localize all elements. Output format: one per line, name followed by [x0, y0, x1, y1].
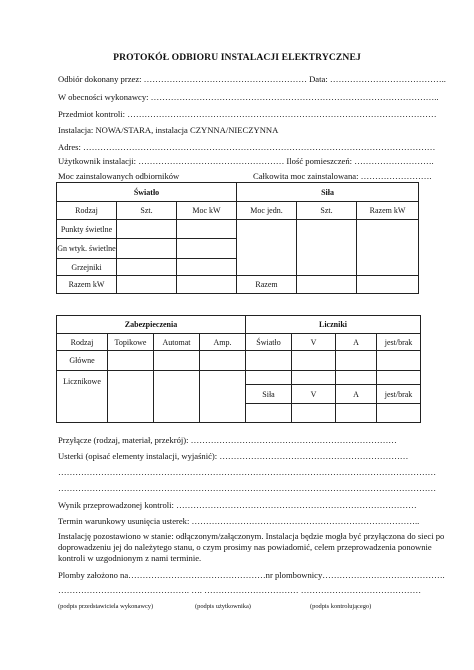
power-table: [56, 182, 419, 294]
col-amp: Amp.: [200, 334, 246, 351]
col-automat: Automat: [154, 334, 200, 351]
stan-line-2: doprowadzeniu jej do należytego stanu, o czym prosimy nas powiadomić, celem przeprowadzenia ponownie: [58, 542, 432, 552]
table-cell: [117, 220, 177, 239]
table-cell: [357, 276, 419, 294]
table-cell: [108, 371, 154, 423]
field-moc-calkowita: Całkowita moc zainstalowana: …………………….: [253, 171, 432, 181]
table-cell: [297, 220, 357, 276]
field-przylacze: Przyłącze (rodzaj, materiał, przekrój): ………………………………………………………………: [58, 435, 397, 445]
table-cell: [292, 351, 336, 371]
col-topikowe: Topikowe: [108, 334, 154, 351]
col-jest-brak: jest/brak: [377, 334, 421, 351]
table-cell: [336, 351, 377, 371]
col-szt: Szt.: [117, 202, 177, 220]
table-cell: [292, 404, 336, 423]
table-cell: [377, 404, 421, 423]
row-sila-a: A: [336, 385, 377, 404]
row-licznikowe: Licznikowe: [57, 371, 108, 423]
signature-label-kontroler: (podpis kontrolującego): [310, 603, 372, 610]
col-moc-jedn: Moc jedn.: [237, 202, 297, 220]
field-termin: Termin warunkowy usunięcia usterek: ……………………………………………………………………..: [58, 516, 420, 526]
row-sila-v: V: [292, 385, 336, 404]
row-grzejniki: Grzejniki: [57, 259, 117, 276]
table-cell: [177, 220, 237, 239]
dotted-line-2: ……………………………………………………………………………………………………………………: [58, 483, 437, 493]
row-punkty-swietlne: Punkty świetlne: [57, 220, 117, 239]
col-rodzaj: Rodzaj: [57, 202, 117, 220]
protection-meter-table: [56, 315, 421, 423]
col-rodzaj-zab: Rodzaj: [57, 334, 108, 351]
col-a: A: [336, 334, 377, 351]
table-cell: [117, 259, 177, 276]
table-cell: [177, 239, 237, 259]
row-razem: Razem: [237, 276, 297, 294]
row-sila-jest-brak: jest/brak: [377, 385, 421, 404]
field-uzytkownik: Użytkownik instalacji: …………………………………………… Ilość pomieszczeń: ……………………….: [58, 156, 434, 166]
table-cell: [117, 276, 177, 294]
row-gn-wtyk: Gn wtyk. świetlne: [57, 239, 117, 259]
field-adres: Adres: ……………………………………………………………………………………………………………: [58, 142, 436, 152]
table-cell: [108, 351, 154, 371]
field-plomby: Plomby założono na…………………………………………nr plombownicy…………………………………….: [58, 570, 445, 580]
row-razem-kw: Razem kW: [57, 276, 117, 294]
table-cell: [177, 276, 237, 294]
table-cell: [177, 259, 237, 276]
field-wynik: Wynik przeprowadzonej kontroli: …………………………………………………………………………: [58, 500, 417, 510]
table-cell: [246, 351, 292, 371]
col-szt-sila: Szt.: [297, 202, 357, 220]
table-cell: [237, 220, 297, 276]
stan-line-3: kontroli w uzgodnionym z nami terminie.: [58, 553, 202, 563]
signature-label-wykonawca: (podpis przedstawiciela wykonawcy): [58, 603, 154, 610]
table-cell: [246, 371, 292, 385]
table-cell: [357, 220, 419, 276]
dotted-line-1: ……………………………………………………………………………………………………………………: [58, 467, 437, 477]
table-cell: [154, 351, 200, 371]
row-sila: Siła: [246, 385, 292, 404]
table-cell: [200, 371, 246, 423]
document-title: PROTOKÓŁ ODBIORU INSTALACJI ELEKTRYCZNEJ: [113, 52, 361, 63]
signature-dots: ………………………………………. …. …………………………… ……………………………………: [58, 585, 422, 595]
row-glowne: Główne: [57, 351, 108, 371]
col-swiatlo: Światło: [246, 334, 292, 351]
stan-line-1: Instalację pozostawiono w stanie: odłączonym/załączonym. Instalacja będzie mogła być przyłączona do sieci po: [58, 531, 445, 541]
table-cell: [154, 371, 200, 423]
col-razem-kw: Razem kW: [357, 202, 419, 220]
field-moc-odbiornikow: Moc zainstalowanych odbiorników: [58, 171, 180, 181]
table-cell: [377, 351, 421, 371]
table-cell: [117, 239, 177, 259]
field-obecnosc: W obecności wykonawcy: ………………………………………………………………………………………..: [58, 92, 439, 102]
col-v: V: [292, 334, 336, 351]
header-sila: Siła: [237, 183, 419, 202]
table-cell: [246, 404, 292, 423]
field-usterki: Usterki (opisać elementy instalacji, wyjaśnić): …………………………………………………………: [58, 451, 409, 461]
table-cell: [297, 276, 357, 294]
header-zabezpieczenia: Zabezpieczenia: [57, 316, 246, 334]
table-cell: [336, 404, 377, 423]
table-cell: [292, 371, 336, 385]
table-cell: [336, 371, 377, 385]
col-moc-kw: Moc kW: [177, 202, 237, 220]
field-instalacja: Instalacja: NOWA/STARA, instalacja CZYNNA/NIECZYNNA: [58, 125, 279, 135]
field-odbior: Odbiór dokonany przez: ………………………………………………… Data: …………………………………..: [58, 74, 446, 84]
signature-label-uzytkownik: (podpis użytkownika): [195, 603, 251, 610]
table-cell: [200, 351, 246, 371]
field-przedmiot: Przedmiot kontroli: ………………………………………………………………………………………………: [58, 109, 437, 119]
header-liczniki: Liczniki: [246, 316, 421, 334]
table-cell: [377, 371, 421, 385]
header-swiatlo: Światło: [57, 183, 237, 202]
